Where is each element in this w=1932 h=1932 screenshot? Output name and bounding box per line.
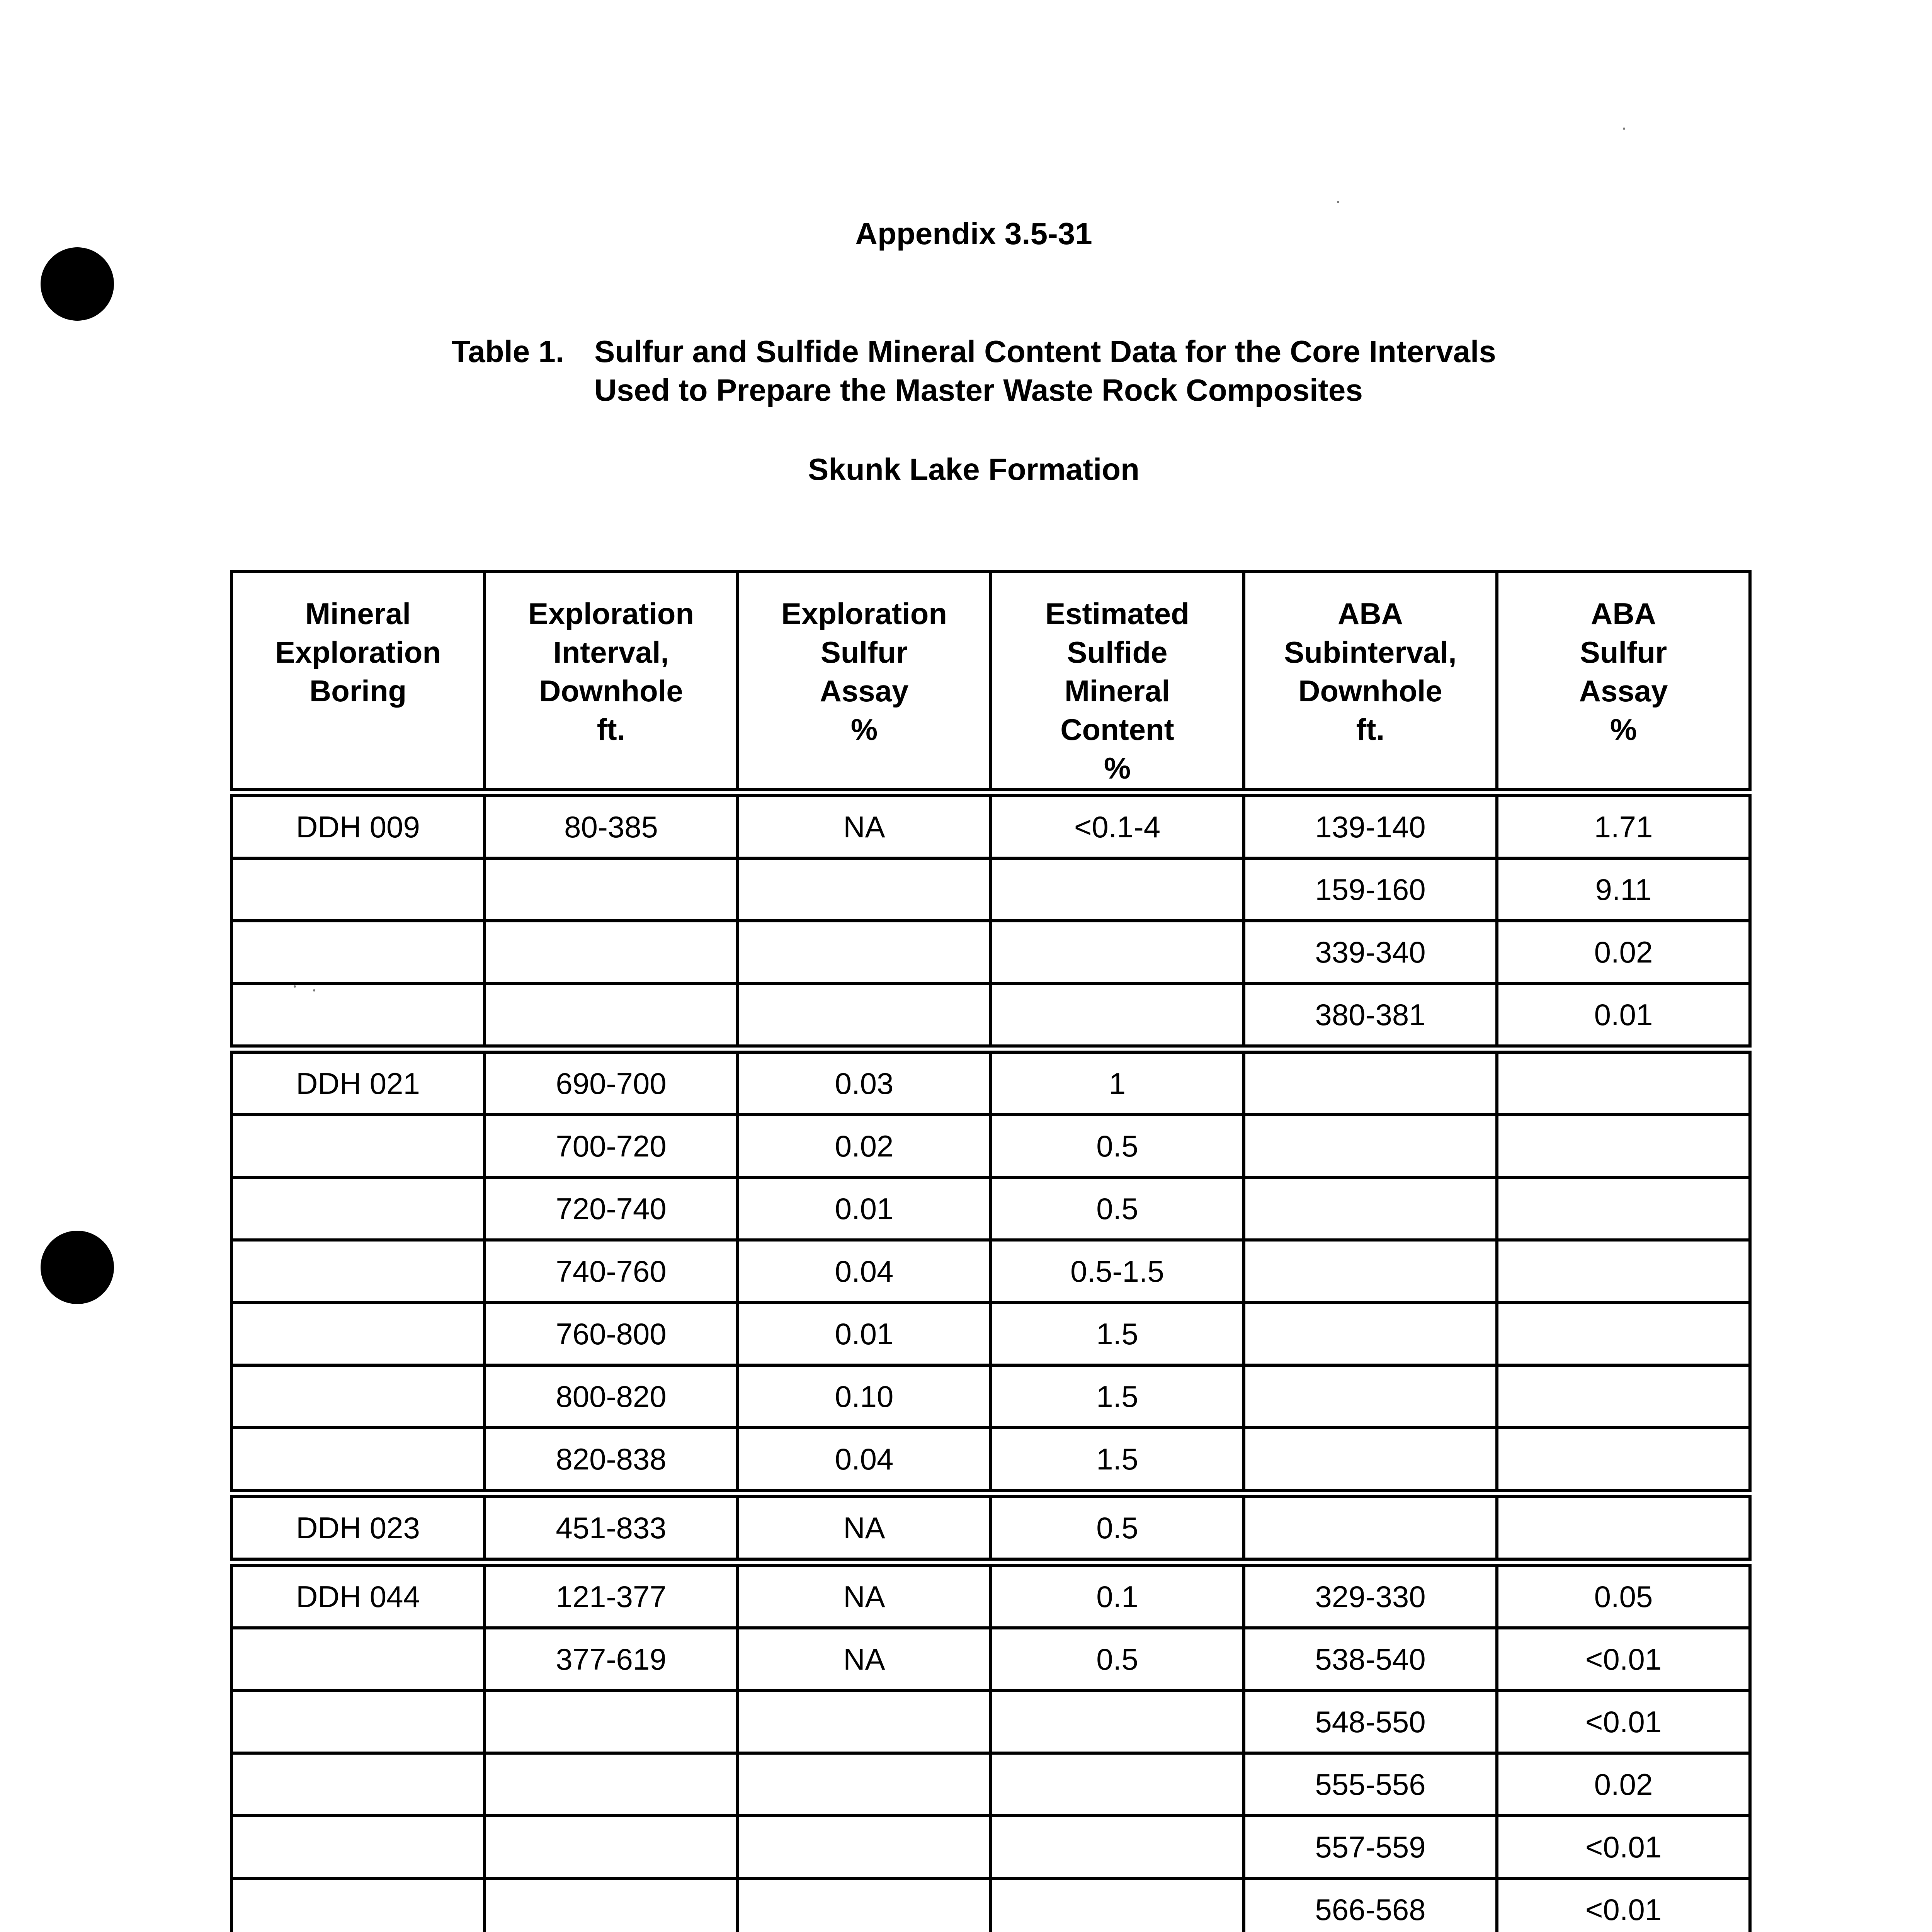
- aba-sulfur-cell: [1497, 1049, 1750, 1115]
- interval-cell: 820-838: [485, 1428, 738, 1493]
- sulfide-content-cell: 1.5: [991, 1428, 1244, 1493]
- boring-cell: [231, 1115, 485, 1177]
- interval-cell: [485, 858, 738, 921]
- aba-subinterval-cell: 566-568: [1244, 1878, 1497, 1932]
- sulfur-assay-cell: [738, 983, 991, 1049]
- aba-sulfur-cell: 0.02: [1497, 1753, 1750, 1816]
- interval-cell: [485, 921, 738, 983]
- sulfur-assay-cell: [738, 921, 991, 983]
- aba-subinterval-cell: 139-140: [1244, 793, 1497, 858]
- boring-cell: [231, 1816, 485, 1878]
- aba-subinterval-cell: 159-160: [1244, 858, 1497, 921]
- boring-cell: [231, 1878, 485, 1932]
- appendix-title: Appendix 3.5-31: [855, 216, 1092, 251]
- sulfide-content-cell: 0.5: [991, 1628, 1244, 1690]
- sulfur-assay-cell: [738, 1690, 991, 1753]
- boring-cell: [231, 921, 485, 983]
- sulfur-assay-cell: NA: [738, 1493, 991, 1562]
- sulfur-assay-cell: NA: [738, 1628, 991, 1690]
- aba-subinterval-cell: 329-330: [1244, 1562, 1497, 1628]
- aba-subinterval-cell: [1244, 1177, 1497, 1240]
- interval-cell: [485, 983, 738, 1049]
- aba-sulfur-cell: <0.01: [1497, 1816, 1750, 1878]
- interval-cell: [485, 1878, 738, 1932]
- interval-cell: [485, 1816, 738, 1878]
- table-row: [231, 793, 1750, 858]
- table-row: [231, 1816, 1750, 1878]
- header-exploration-interval: Exploration Interval, Downhole ft.: [485, 571, 738, 793]
- boring-cell: DDH 009: [231, 793, 485, 858]
- sulfide-content-cell: 1: [991, 1049, 1244, 1115]
- table-header-row: [231, 571, 1750, 793]
- sulfide-content-cell: [991, 1816, 1244, 1878]
- aba-sulfur-cell: <0.01: [1497, 1690, 1750, 1753]
- boring-cell: DDH 021: [231, 1049, 485, 1115]
- table-body: [231, 793, 1750, 1932]
- table-row: [231, 921, 1750, 983]
- aba-sulfur-cell: [1497, 1493, 1750, 1562]
- table-row: [231, 983, 1750, 1049]
- table-row: [231, 1690, 1750, 1753]
- interval-cell: 451-833: [485, 1493, 738, 1562]
- boring-cell: [231, 1690, 485, 1753]
- sulfur-assay-cell: NA: [738, 1562, 991, 1628]
- interval-cell: 760-800: [485, 1303, 738, 1365]
- aba-sulfur-cell: [1497, 1115, 1750, 1177]
- table-caption: [0, 332, 1932, 410]
- header-boring: Mineral Exploration Boring: [231, 571, 485, 793]
- sulfur-assay-cell: 0.02: [738, 1115, 991, 1177]
- boring-cell: [231, 1428, 485, 1493]
- table-row: [231, 1428, 1750, 1493]
- interval-cell: 121-377: [485, 1562, 738, 1628]
- formation-title: Skunk Lake Formation: [808, 452, 1139, 486]
- aba-subinterval-cell: [1244, 1365, 1497, 1428]
- aba-subinterval-cell: [1244, 1115, 1497, 1177]
- boring-cell: DDH 044: [231, 1562, 485, 1628]
- aba-sulfur-cell: 0.05: [1497, 1562, 1750, 1628]
- boring-cell: [231, 1753, 485, 1816]
- aba-subinterval-cell: [1244, 1493, 1497, 1562]
- table-row: [231, 858, 1750, 921]
- header-aba-subinterval: ABA Subinterval, Downhole ft.: [1244, 571, 1497, 793]
- sulfur-assay-cell: 0.01: [738, 1303, 991, 1365]
- aba-sulfur-cell: [1497, 1240, 1750, 1303]
- sulfur-assay-cell: 0.10: [738, 1365, 991, 1428]
- table-row: [231, 1628, 1750, 1690]
- table-title-line2: Used to Prepare the Master Waste Rock Composites: [594, 373, 1363, 407]
- table-row: [231, 1240, 1750, 1303]
- sulfide-content-cell: [991, 1753, 1244, 1816]
- interval-cell: 720-740: [485, 1177, 738, 1240]
- table-row: [231, 1878, 1750, 1932]
- aba-sulfur-cell: 0.02: [1497, 921, 1750, 983]
- sulfide-content-cell: [991, 858, 1244, 921]
- boring-cell: [231, 858, 485, 921]
- table-label: Table 1.: [451, 334, 565, 369]
- sulfur-assay-cell: [738, 1878, 991, 1932]
- aba-sulfur-cell: [1497, 1428, 1750, 1493]
- table-title-line1: Sulfur and Sulfide Mineral Content Data for the Core Intervals: [594, 334, 1496, 369]
- sulfide-content-cell: 1.5: [991, 1303, 1244, 1365]
- sulfide-content-cell: 0.5-1.5: [991, 1240, 1244, 1303]
- aba-subinterval-cell: 538-540: [1244, 1628, 1497, 1690]
- aba-subinterval-cell: 557-559: [1244, 1816, 1497, 1878]
- sulfide-content-cell: <0.1-4: [991, 793, 1244, 858]
- aba-sulfur-cell: [1497, 1365, 1750, 1428]
- sulfide-content-cell: 0.5: [991, 1493, 1244, 1562]
- table-row: [231, 1115, 1750, 1177]
- table-row: [231, 1177, 1750, 1240]
- sulfide-content-cell: [991, 921, 1244, 983]
- sulfur-data-table: [230, 570, 1752, 1932]
- aba-sulfur-cell: 1.71: [1497, 793, 1750, 858]
- table-row: [231, 1493, 1750, 1562]
- aba-sulfur-cell: 9.11: [1497, 858, 1750, 921]
- sulfur-assay-cell: [738, 1753, 991, 1816]
- boring-cell: DDH 023: [231, 1493, 485, 1562]
- table-row: [231, 1049, 1750, 1115]
- sulfur-assay-cell: 0.04: [738, 1240, 991, 1303]
- aba-subinterval-cell: 555-556: [1244, 1753, 1497, 1816]
- table-row: [231, 1562, 1750, 1628]
- table-row: [231, 1753, 1750, 1816]
- aba-sulfur-cell: [1497, 1177, 1750, 1240]
- sulfide-content-cell: 0.5: [991, 1115, 1244, 1177]
- sulfide-content-cell: 0.1: [991, 1562, 1244, 1628]
- aba-subinterval-cell: 548-550: [1244, 1690, 1497, 1753]
- interval-cell: [485, 1690, 738, 1753]
- header-estimated-sulfide: Estimated Sulfide Mineral Content %: [991, 571, 1244, 793]
- interval-cell: 740-760: [485, 1240, 738, 1303]
- aba-sulfur-cell: [1497, 1303, 1750, 1365]
- binder-hole-middle: [41, 1231, 114, 1304]
- sulfide-content-cell: 0.5: [991, 1177, 1244, 1240]
- sulfur-assay-cell: NA: [738, 793, 991, 858]
- aba-sulfur-cell: <0.01: [1497, 1878, 1750, 1932]
- interval-cell: 800-820: [485, 1365, 738, 1428]
- table-row: [231, 1365, 1750, 1428]
- aba-subinterval-cell: [1244, 1049, 1497, 1115]
- aba-sulfur-cell: 0.01: [1497, 983, 1750, 1049]
- boring-cell: [231, 1365, 485, 1428]
- aba-subinterval-cell: [1244, 1303, 1497, 1365]
- interval-cell: 377-619: [485, 1628, 738, 1690]
- interval-cell: [485, 1753, 738, 1816]
- boring-cell: [231, 983, 485, 1049]
- boring-cell: [231, 1177, 485, 1240]
- scan-speck: [1337, 201, 1339, 203]
- sulfide-content-cell: [991, 1878, 1244, 1932]
- boring-cell: [231, 1628, 485, 1690]
- interval-cell: 80-385: [485, 793, 738, 858]
- boring-cell: [231, 1303, 485, 1365]
- sulfur-assay-cell: [738, 1816, 991, 1878]
- aba-subinterval-cell: 339-340: [1244, 921, 1497, 983]
- boring-cell: [231, 1240, 485, 1303]
- header-aba-sulfur-assay: ABA Sulfur Assay %: [1497, 571, 1750, 793]
- binder-hole-top: [41, 247, 114, 321]
- aba-subinterval-cell: 380-381: [1244, 983, 1497, 1049]
- sulfide-content-cell: 1.5: [991, 1365, 1244, 1428]
- interval-cell: 700-720: [485, 1115, 738, 1177]
- sulfur-assay-cell: [738, 858, 991, 921]
- sulfur-assay-cell: 0.01: [738, 1177, 991, 1240]
- sulfur-assay-cell: 0.03: [738, 1049, 991, 1115]
- interval-cell: 690-700: [485, 1049, 738, 1115]
- sulfur-assay-cell: 0.04: [738, 1428, 991, 1493]
- aba-subinterval-cell: [1244, 1428, 1497, 1493]
- scan-speck: [1623, 128, 1625, 130]
- sulfide-content-cell: [991, 1690, 1244, 1753]
- sulfide-content-cell: [991, 983, 1244, 1049]
- table-row: [231, 1303, 1750, 1365]
- aba-sulfur-cell: <0.01: [1497, 1628, 1750, 1690]
- header-exploration-sulfur-assay: Exploration Sulfur Assay %: [738, 571, 991, 793]
- aba-subinterval-cell: [1244, 1240, 1497, 1303]
